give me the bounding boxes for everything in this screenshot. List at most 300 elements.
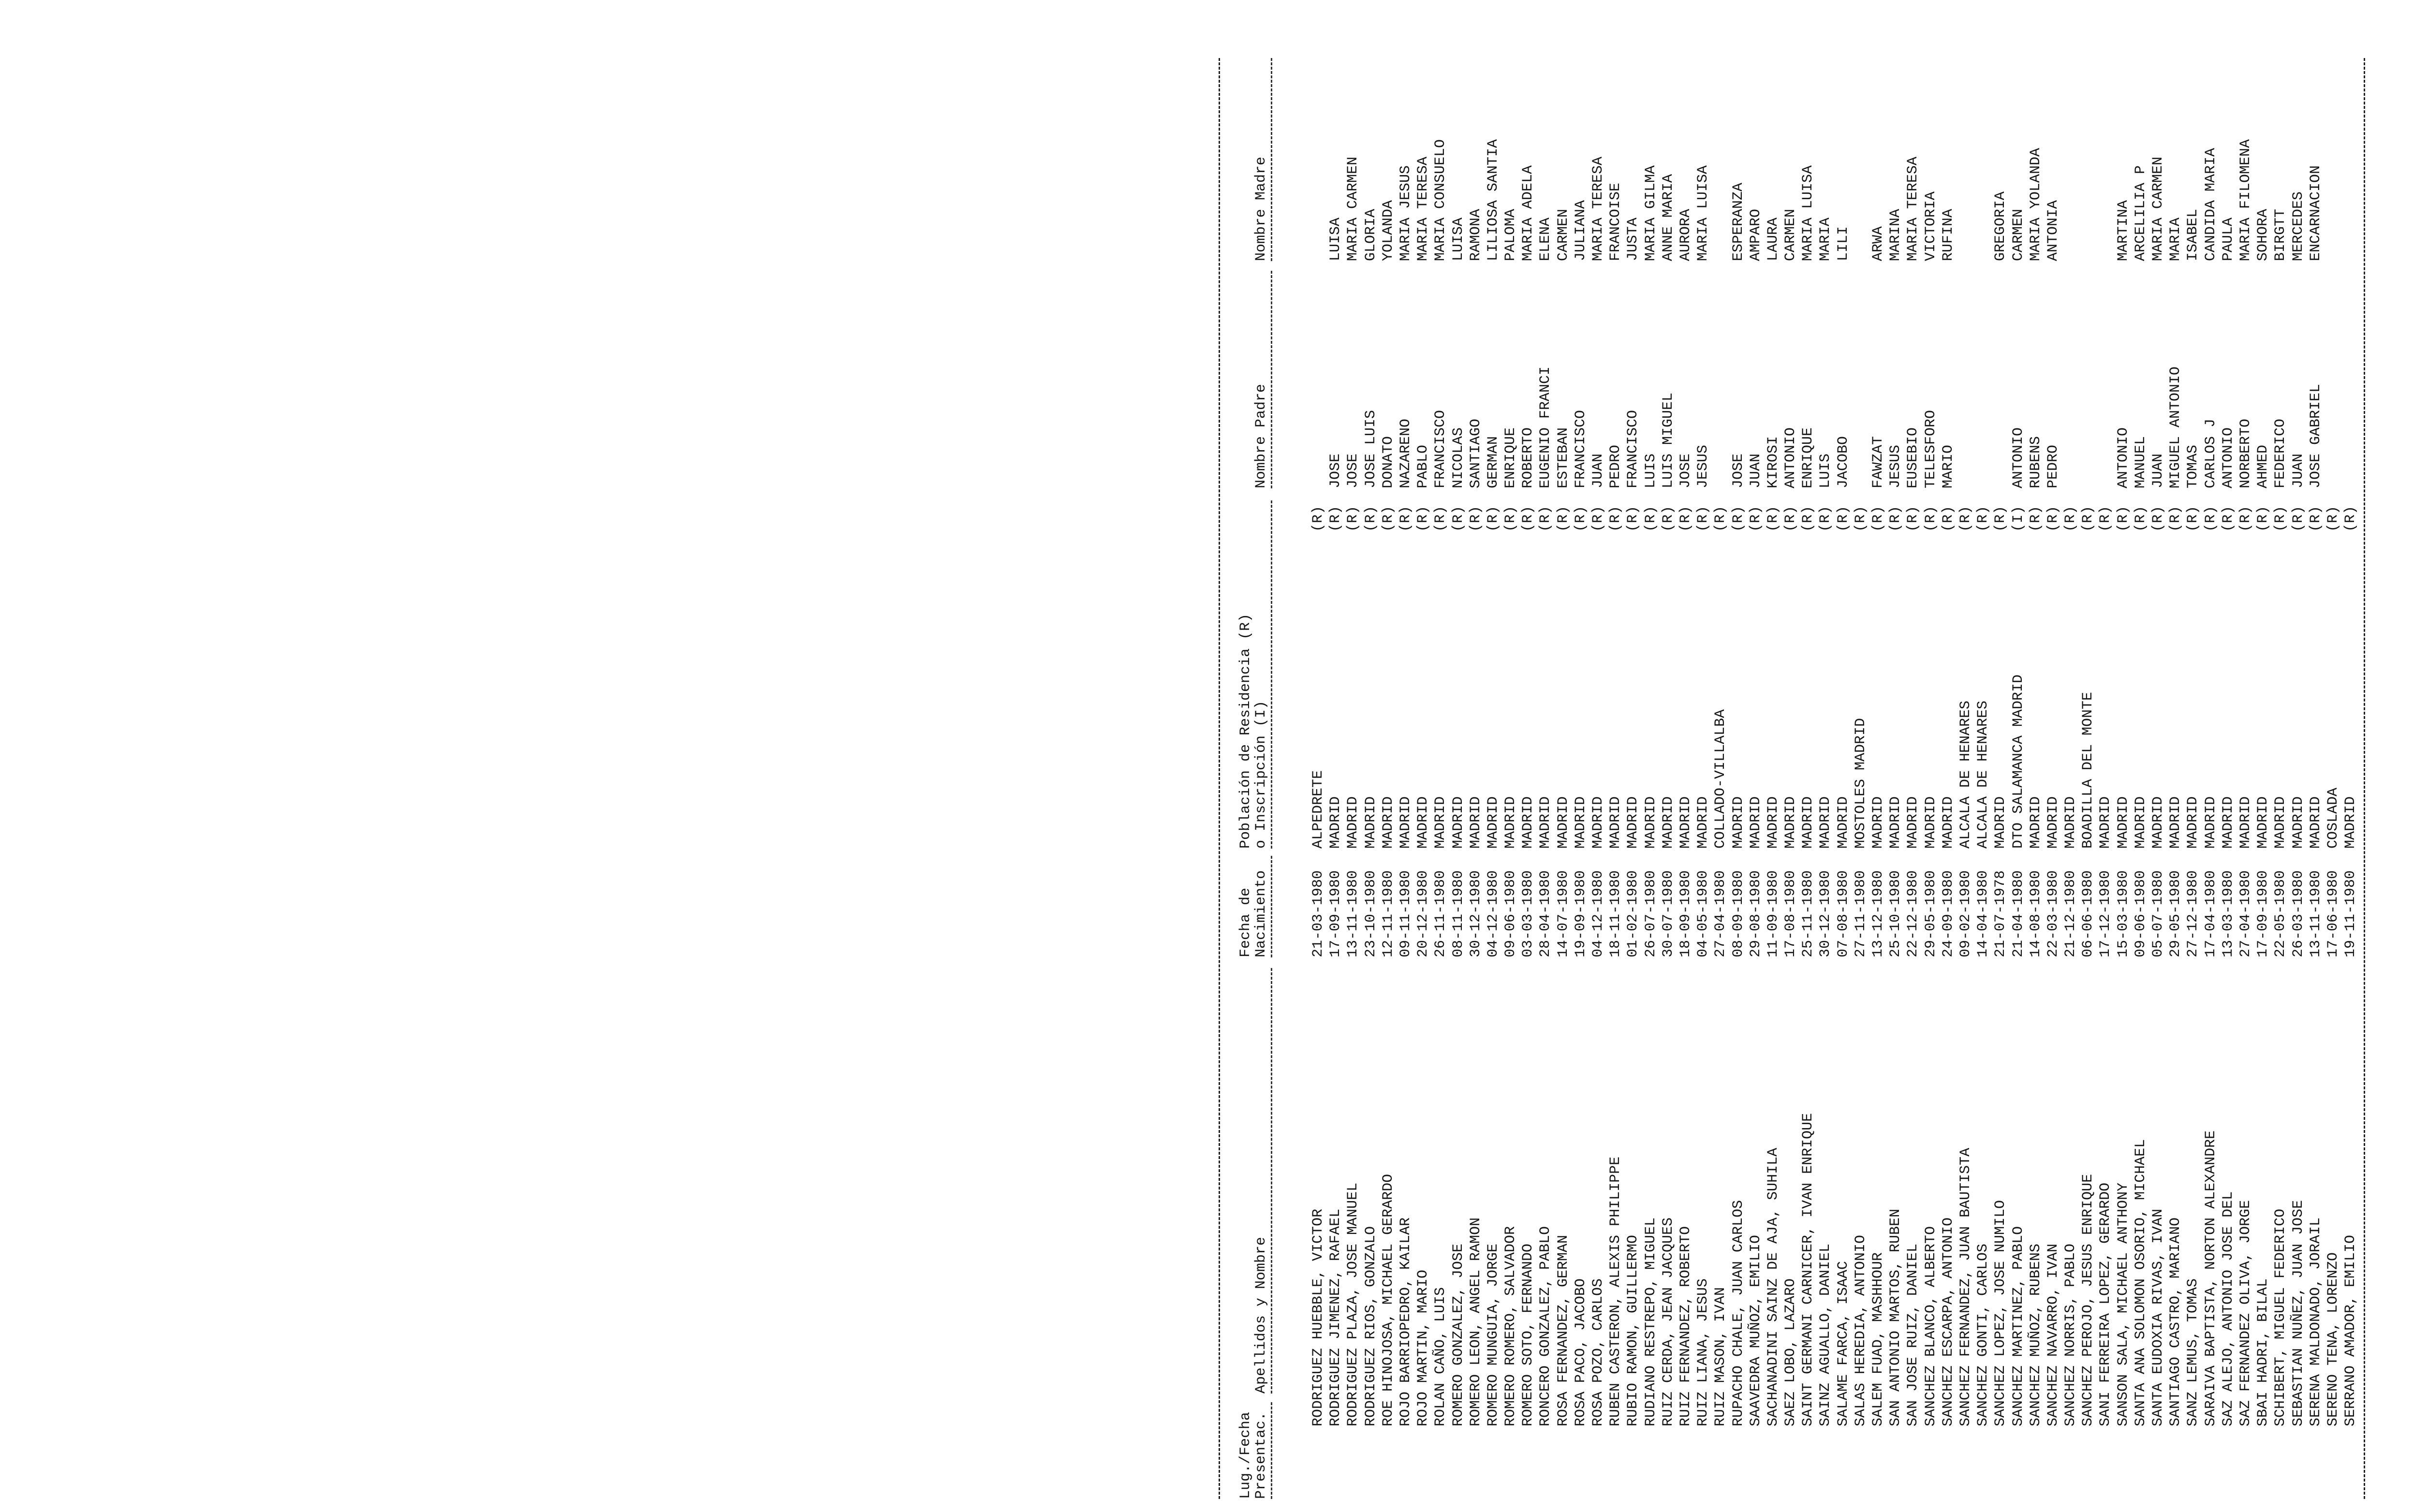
- mother-name: LAURA: [1765, 217, 1781, 261]
- father-name: ROBERTO: [1520, 427, 1537, 488]
- residence-type: (R): [2027, 505, 2044, 532]
- residence-place: MADRID: [1362, 796, 1379, 849]
- residence-place: COLLADO-VILLALBA: [1712, 709, 1729, 849]
- header-apellidos: Apellidos y Nombre: [1253, 1236, 1269, 1394]
- mother-name: ANNE MARIA: [1660, 174, 1677, 261]
- person-name: ROSA POZO, CARLOS: [1590, 1278, 1606, 1426]
- residence-type: (R): [1590, 505, 1606, 532]
- mother-name: CARMEN: [2010, 208, 2027, 261]
- residence-place: MADRID: [2307, 796, 2324, 849]
- residence-type: (R): [1310, 505, 1326, 532]
- residence-place: MADRID: [1782, 796, 1799, 849]
- residence-place: MADRID: [2167, 796, 2184, 849]
- father-name: KIROSI: [1765, 436, 1781, 488]
- residence-type: (R): [1625, 505, 1642, 532]
- mother-name: RUFINA: [1940, 208, 1957, 261]
- birth-date: 19-09-1980: [1572, 870, 1589, 957]
- person-name: SANCHEZ NORRIS, PABLO: [2062, 1243, 2079, 1426]
- mother-name: ESPERANZA: [1730, 182, 1747, 261]
- residence-type: (R): [2342, 505, 2359, 532]
- residence-place: MOSTOLES MADRID: [1852, 718, 1869, 849]
- birth-date: 17-09-1980: [1327, 870, 1344, 957]
- residence-place: MADRID: [1415, 796, 1432, 849]
- person-name: RODRIGUEZ HUEBBLE, VICTOR: [1310, 1208, 1326, 1426]
- residence-type: (R): [1572, 505, 1589, 532]
- residence-place: ALCALA DE HENARES: [1957, 700, 1974, 849]
- birth-date: 17-06-1980: [2325, 870, 2341, 957]
- residence-type: (R): [2097, 505, 2114, 532]
- header-fecha-1: Fecha de: [1237, 887, 1254, 957]
- father-name: TELESFORO: [1922, 410, 1939, 488]
- father-name: JUAN: [1747, 453, 1764, 488]
- birth-date: 08-09-1980: [1730, 870, 1747, 957]
- residence-type: (R): [1660, 505, 1677, 532]
- father-name: JOSE: [1730, 453, 1747, 488]
- father-name: JOSE GABRIEL: [2307, 383, 2324, 488]
- residence-place: MADRID: [1502, 796, 1519, 849]
- mother-name: MARIA CARMEN: [2150, 156, 2166, 261]
- header-underline-padre: [1271, 271, 1272, 488]
- father-name: JOSE LUIS: [1362, 410, 1379, 488]
- residence-place: MADRID: [1572, 796, 1589, 849]
- mother-name: PALOMA: [1502, 208, 1519, 261]
- birth-date: 27-11-1980: [1852, 870, 1869, 957]
- person-name: SAINT GERMANI CARNICER, IVAN ENRIQUE: [1800, 1113, 1817, 1426]
- father-name: LUIS: [1817, 453, 1834, 488]
- birth-date: 13-03-1980: [2220, 870, 2236, 957]
- mother-name: GREGORIA: [1992, 191, 2009, 261]
- birth-date: 28-04-1980: [1537, 870, 1554, 957]
- residence-place: MADRID: [2132, 796, 2149, 849]
- person-name: RUIZ CERDA, JEAN JACQUES: [1660, 1217, 1677, 1426]
- father-name: SANTIAGO: [1467, 418, 1484, 488]
- person-name: ROMERO MUNGUIA, JORGE: [1485, 1243, 1501, 1426]
- birth-date: 27-04-1980: [2237, 870, 2254, 957]
- residence-place: MADRID: [1835, 796, 1852, 849]
- father-name: MIGUEL ANTONIO: [2167, 366, 2184, 488]
- residence-type: (R): [1870, 505, 1886, 532]
- mother-name: MARIA JESUS: [1397, 165, 1414, 261]
- residence-place: MADRID: [1590, 796, 1606, 849]
- top-double-rule: [1219, 58, 1220, 1499]
- birth-date: 18-11-1980: [1607, 870, 1624, 957]
- residence-type: (R): [1957, 505, 1974, 532]
- father-name: PEDRO: [1607, 444, 1624, 488]
- residence-place: ALCALA DE HENARES: [1975, 700, 1992, 849]
- residence-place: MADRID: [2115, 796, 2132, 849]
- father-name: JOSE: [1677, 453, 1694, 488]
- person-name: SANI FERREIRA LOPEZ, GERARDO: [2097, 1182, 2114, 1426]
- residence-type: (R): [2220, 505, 2236, 532]
- mother-name: MARIA LUISA: [1800, 165, 1817, 261]
- birth-date: 17-09-1980: [2255, 870, 2272, 957]
- mother-name: AURORA: [1677, 208, 1694, 261]
- person-name: RONCERO GONZALEZ, PABLO: [1537, 1226, 1554, 1426]
- mother-name: MARIA FILOMENA: [2237, 139, 2254, 261]
- birth-date: 12-11-1980: [1380, 870, 1397, 957]
- rotated-registry-table: [1219, 19, 2413, 1499]
- birth-date: 13-12-1980: [1870, 870, 1886, 957]
- residence-type: (R): [2080, 505, 2097, 532]
- header-presentac: Presentac.: [1253, 1411, 1269, 1499]
- residence-place: MADRID: [1870, 796, 1886, 849]
- mother-name: VICTORIA: [1922, 191, 1939, 261]
- birth-date: 29-05-1980: [1922, 870, 1939, 957]
- header-underline-madre: [1271, 58, 1272, 261]
- mother-name: ISABEL: [2185, 208, 2202, 261]
- person-name: SANCHEZ GONTI, CARLOS: [1975, 1243, 1992, 1426]
- father-name: PABLO: [1415, 444, 1432, 488]
- residence-place: MADRID: [1642, 796, 1659, 849]
- mother-name: RAMONA: [1467, 208, 1484, 261]
- father-name: FRANCISCO: [1625, 410, 1642, 488]
- residence-type: (R): [2045, 505, 2061, 532]
- birth-date: 26-07-1980: [1642, 870, 1659, 957]
- person-name: ROJO BARRIOPEDRO, KAILAR: [1397, 1217, 1414, 1426]
- residence-place: MADRID: [1327, 796, 1344, 849]
- residence-place: MADRID: [1730, 796, 1747, 849]
- mother-name: MARIA GILMA: [1642, 165, 1659, 261]
- birth-date: 30-12-1980: [1467, 870, 1484, 957]
- father-name: JUAN: [1590, 453, 1606, 488]
- residence-place: MADRID: [1625, 796, 1642, 849]
- mother-name: MARIA TERESA: [1590, 156, 1606, 261]
- mother-name: CARMEN: [1782, 208, 1799, 261]
- residence-place: MADRID: [2150, 796, 2166, 849]
- person-name: SANCHEZ ESCARPA, ANTONIO: [1940, 1217, 1957, 1426]
- birth-date: 29-05-1980: [2167, 870, 2184, 957]
- person-name: SALEM FUAD, MASHHOUR: [1870, 1252, 1886, 1426]
- person-name: SANTIAGO CASTRO, MARIANO: [2167, 1217, 2184, 1426]
- header-madre: Nombre Madre: [1253, 156, 1269, 261]
- birth-date: 22-12-1980: [1905, 870, 1922, 957]
- person-name: RUBIO RAMON, GUILLERMO: [1625, 1234, 1642, 1426]
- residence-type: (R): [1380, 505, 1397, 532]
- mother-name: MARIA ADELA: [1520, 165, 1537, 261]
- mother-name: PAULA: [2220, 217, 2236, 261]
- person-name: SERRANO AMADOR, EMILIO: [2342, 1234, 2359, 1426]
- residence-place: MADRID: [2027, 796, 2044, 849]
- residence-type: (R): [2325, 505, 2341, 532]
- mother-name: YOLANDA: [1380, 200, 1397, 261]
- person-name: SAAVEDRA MUÑOZ, EMILIO: [1747, 1234, 1764, 1426]
- residence-place: MADRID: [2220, 796, 2236, 849]
- mother-name: MARINA: [1887, 208, 1904, 261]
- residence-place: MADRID: [1555, 796, 1572, 849]
- birth-date: 14-07-1980: [1555, 870, 1572, 957]
- residence-type: (R): [1450, 505, 1467, 532]
- residence-place: MADRID: [1765, 796, 1781, 849]
- residence-place: MADRID: [2237, 796, 2254, 849]
- person-name: RODRIGUEZ RIOS, GONZALO: [1362, 1226, 1379, 1426]
- mother-name: MARTINA: [2115, 200, 2132, 261]
- residence-place: MADRID: [1905, 796, 1922, 849]
- person-name: RODRIGUEZ PLAZA, JOSE MANUEL: [1345, 1182, 1362, 1426]
- residence-place: MADRID: [1747, 796, 1764, 849]
- residence-type: (R): [2255, 505, 2272, 532]
- father-name: JUAN: [2150, 453, 2166, 488]
- person-name: ROSA PACO, JACOBO: [1572, 1278, 1589, 1426]
- residence-type: (R): [1327, 505, 1344, 532]
- residence-type: (R): [2167, 505, 2184, 532]
- father-name: ENRIQUE: [1502, 427, 1519, 488]
- father-name: JOSE: [1327, 453, 1344, 488]
- person-name: ROMERO GONZALEZ, JOSE: [1450, 1243, 1467, 1426]
- header-padre: Nombre Padre: [1253, 383, 1269, 488]
- residence-type: (R): [1555, 505, 1572, 532]
- father-name: TOMAS: [2185, 444, 2202, 488]
- residence-type: (R): [1432, 505, 1449, 532]
- person-name: SALAME FARCA, ISAAC: [1835, 1261, 1852, 1426]
- mother-name: MARIA CARMEN: [1345, 156, 1362, 261]
- residence-place: MADRID: [1660, 796, 1677, 849]
- birth-date: 22-05-1980: [2272, 870, 2289, 957]
- father-name: LUIS: [1642, 453, 1659, 488]
- father-name: ENRIQUE: [1800, 427, 1817, 488]
- header-underline-poblacion: [1271, 500, 1272, 849]
- residence-place: MADRID: [1677, 796, 1694, 849]
- residence-type: (R): [2185, 505, 2202, 532]
- residence-type: (R): [1415, 505, 1432, 532]
- header-poblacion-2: o Inscripción (I): [1253, 700, 1269, 849]
- person-name: SBAI HADRI, BILAL: [2255, 1278, 2272, 1426]
- mother-name: ELENA: [1537, 217, 1554, 261]
- person-name: SARAIVA BAPTISTA, NORTON ALEXANDRE: [2202, 1130, 2219, 1426]
- person-name: SANCHEZ MARTINEZ, PABLO: [2010, 1226, 2027, 1426]
- person-name: ROJO MARTIN, MARIO: [1415, 1269, 1432, 1426]
- birth-date: 15-03-1980: [2115, 870, 2132, 957]
- father-name: AHMED: [2255, 444, 2272, 488]
- mother-name: MARIA LUISA: [1695, 165, 1712, 261]
- residence-type: (R): [1642, 505, 1659, 532]
- residence-place: MADRID: [1520, 796, 1537, 849]
- father-name: LUIS MIGUEL: [1660, 392, 1677, 488]
- mother-name: GLORIA: [1362, 208, 1379, 261]
- father-name: NAZARENO: [1397, 418, 1414, 488]
- person-name: SALAS HEREDIA, ANTONIO: [1852, 1234, 1869, 1426]
- residence-place: COSLADA: [2325, 787, 2341, 849]
- person-name: SANCHEZ BLANCO, ALBERTO: [1922, 1226, 1939, 1426]
- mother-name: CANDIDA MARIA: [2202, 147, 2219, 261]
- col-header-fecha: [1238, 870, 1269, 957]
- residence-type: (R): [1677, 505, 1694, 532]
- person-name: SANCHEZ LOPEZ, JOSE NUMILO: [1992, 1200, 2009, 1426]
- father-name: RUBENS: [2027, 436, 2044, 488]
- header-lug-fecha: Lug./Fecha: [1237, 1411, 1254, 1499]
- father-name: EUGENIO FRANCI: [1537, 366, 1554, 488]
- mother-name: ARWA: [1870, 226, 1886, 261]
- person-name: RUIZ FERNANDEZ, ROBERTO: [1677, 1226, 1694, 1426]
- person-name: RUPACHO CHALE, JUAN CARLOS: [1730, 1200, 1747, 1426]
- person-name: SAEZ LOBO, LAZARO: [1782, 1278, 1799, 1426]
- person-name: SAN ANTONIO MARTOS, RUBEN: [1887, 1208, 1904, 1426]
- residence-place: MADRID: [2097, 796, 2114, 849]
- person-name: SAN JOSE RUIZ, DANIEL: [1905, 1243, 1922, 1426]
- person-name: SANCHEZ MUÑOZ, RUBENS: [2027, 1243, 2044, 1426]
- birth-date: 19-11-1980: [2342, 870, 2359, 957]
- mother-name: LILIOSA SANTIA: [1485, 139, 1501, 261]
- father-name: MANUEL: [2132, 436, 2149, 488]
- birth-date: 27-12-1980: [2185, 870, 2202, 957]
- birth-date: 04-05-1980: [1695, 870, 1712, 957]
- person-name: ROMERO SOTO, FERNANDO: [1520, 1243, 1537, 1426]
- birth-date: 06-06-1980: [2080, 870, 2097, 957]
- residence-type: (R): [1940, 505, 1957, 532]
- birth-date: 01-02-1980: [1625, 870, 1642, 957]
- birth-date: 24-09-1980: [1940, 870, 1957, 957]
- residence-type: (R): [2290, 505, 2307, 532]
- father-name: GERMAN: [1485, 436, 1501, 488]
- mother-name: AMPARO: [1747, 208, 1764, 261]
- mother-name: BIRGTT: [2272, 208, 2289, 261]
- birth-date: 07-08-1980: [1835, 870, 1852, 957]
- person-name: ROMERO ROMERO, SALVADOR: [1502, 1226, 1519, 1426]
- residence-place: MADRID: [2202, 796, 2219, 849]
- father-name: FAWZAT: [1870, 436, 1886, 488]
- person-name: ROLAN CAÑO, LUIS: [1432, 1287, 1449, 1426]
- residence-type: (R): [2115, 505, 2132, 532]
- father-name: ANTONIO: [2220, 427, 2236, 488]
- birth-date: 21-12-1980: [2062, 870, 2079, 957]
- mother-name: FRANCOISE: [1607, 182, 1624, 261]
- residence-place: MADRID: [1467, 796, 1484, 849]
- person-name: SANCHEZ PEROJO, JESUS ENRIQUE: [2080, 1174, 2097, 1426]
- residence-place: MADRID: [1432, 796, 1449, 849]
- mother-name: LUISA: [1450, 217, 1467, 261]
- mother-name: JUSTA: [1625, 217, 1642, 261]
- birth-date: 18-09-1980: [1677, 870, 1694, 957]
- person-name: SCHIBERT, MIGUEL FEDERICO: [2272, 1208, 2289, 1426]
- residence-type: (R): [1467, 505, 1484, 532]
- residence-type: (R): [1397, 505, 1414, 532]
- residence-type: (R): [1485, 505, 1501, 532]
- residence-type: (R): [1992, 505, 2009, 532]
- person-name: ROE HINOJOSA, MICHAEL GERARDO: [1380, 1174, 1397, 1426]
- birth-date: 29-08-1980: [1747, 870, 1764, 957]
- father-name: NORBERTO: [2237, 418, 2254, 488]
- residence-place: MADRID: [1380, 796, 1397, 849]
- mother-name: MARIA: [2167, 217, 2184, 261]
- residence-type: (R): [2272, 505, 2289, 532]
- birth-date: 14-04-1980: [1975, 870, 1992, 957]
- residence-type: (R): [1765, 505, 1781, 532]
- mother-name: ENCARNACION: [2307, 165, 2324, 261]
- residence-place: MADRID: [2272, 796, 2289, 849]
- residence-place: MADRID: [2062, 796, 2079, 849]
- col-header-lug-fecha: [1238, 1412, 1269, 1499]
- birth-date: 26-03-1980: [2290, 870, 2307, 957]
- birth-date: 21-04-1980: [2010, 870, 2027, 957]
- birth-date: 26-11-1980: [1432, 870, 1449, 957]
- residence-place: MADRID: [1397, 796, 1414, 849]
- residence-type: (R): [1817, 505, 1834, 532]
- residence-place: MADRID: [1992, 796, 2009, 849]
- person-name: RUIZ MASON, IVAN: [1712, 1287, 1729, 1426]
- birth-date: 11-09-1980: [1765, 870, 1781, 957]
- residence-type: (R): [2062, 505, 2079, 532]
- residence-type: (R): [1887, 505, 1904, 532]
- birth-date: 03-03-1980: [1520, 870, 1537, 957]
- residence-type: (R): [1695, 505, 1712, 532]
- father-name: MARIO: [1940, 444, 1957, 488]
- residence-type: (R): [1362, 505, 1379, 532]
- person-name: SAINZ AGUALLO, DANIEL: [1817, 1243, 1834, 1426]
- person-name: SEBASTIAN NUÑEZ, JUAN JOSE: [2290, 1200, 2307, 1426]
- residence-type: (R): [1852, 505, 1869, 532]
- residence-place: MADRID: [1940, 796, 1957, 849]
- birth-date: 23-10-1980: [1362, 870, 1379, 957]
- father-name: EUSEBIO: [1905, 427, 1922, 488]
- residence-type: (R): [1747, 505, 1764, 532]
- residence-place: MADRID: [1450, 796, 1467, 849]
- residence-place: MADRID: [1922, 796, 1939, 849]
- father-name: FEDERICO: [2272, 418, 2289, 488]
- birth-date: 20-12-1980: [1415, 870, 1432, 957]
- mother-name: MARIA TERESA: [1905, 156, 1922, 261]
- residence-type: (R): [2132, 505, 2149, 532]
- mother-name: SOHORA: [2255, 208, 2272, 261]
- mother-name: CARMEN: [1555, 208, 1572, 261]
- birth-date: 09-02-1980: [1957, 870, 1974, 957]
- birth-date: 17-04-1980: [2202, 870, 2219, 957]
- person-name: SANCHEZ NAVARRO, IVAN: [2045, 1243, 2061, 1426]
- birth-date: 13-11-1980: [1345, 870, 1362, 957]
- mother-name: MARIA CONSUELO: [1432, 139, 1449, 261]
- mother-name: LUISA: [1327, 217, 1344, 261]
- person-name: SERENA MALDONADO, JORAIL: [2307, 1217, 2324, 1426]
- residence-place: MADRID: [2045, 796, 2061, 849]
- residence-type: (R): [2307, 505, 2324, 532]
- residence-place: BOADILLA DEL MONTE: [2080, 691, 2097, 849]
- residence-place: MADRID: [2185, 796, 2202, 849]
- header-underline-apellidos: [1271, 968, 1272, 1394]
- residence-place: MADRID: [1817, 796, 1834, 849]
- residence-type: (R): [1730, 505, 1747, 532]
- father-name: ANTONIO: [2010, 427, 2027, 488]
- residence-type: (R): [2237, 505, 2254, 532]
- residence-place: MADRID: [1485, 796, 1501, 849]
- residence-place: MADRID: [1695, 796, 1712, 849]
- residence-place: DTO SALAMANCA MADRID: [2010, 674, 2027, 849]
- person-name: RUDIANO RESTREPO, MIGUEL: [1642, 1217, 1659, 1426]
- mother-name: ARCELILIA P: [2132, 165, 2149, 261]
- residence-type: (R): [2150, 505, 2166, 532]
- person-name: SANCHEZ FERNANDEZ, JUAN BAUTISTA: [1957, 1147, 1974, 1426]
- birth-date: 09-06-1980: [1502, 870, 1519, 957]
- birth-date: 08-11-1980: [1450, 870, 1467, 957]
- residence-type: (R): [1800, 505, 1817, 532]
- residence-type: (R): [1502, 505, 1519, 532]
- birth-date: 22-03-1980: [2045, 870, 2061, 957]
- father-name: ANTONIO: [2115, 427, 2132, 488]
- person-name: RUIZ LIANA, JESUS: [1695, 1278, 1712, 1426]
- residence-place: MADRID: [2290, 796, 2307, 849]
- residence-type: (R): [1712, 505, 1729, 532]
- mother-name: MARIA: [1817, 217, 1834, 261]
- father-name: FRANCISCO: [1572, 410, 1589, 488]
- birth-date: 04-12-1980: [1590, 870, 1606, 957]
- residence-place: MADRID: [2255, 796, 2272, 849]
- birth-date: 25-11-1980: [1800, 870, 1817, 957]
- person-name: RODRIGUEZ JIMENEZ, RAFAEL: [1327, 1208, 1344, 1426]
- person-name: SANZ LEMUS, TOMAS: [2185, 1278, 2202, 1426]
- father-name: JUAN: [2290, 453, 2307, 488]
- person-name: SAZ ALEJO, ANTONIO JOSE DEL: [2220, 1191, 2236, 1426]
- mother-name: MARIA TERESA: [1415, 156, 1432, 261]
- mother-name: MERCEDES: [2290, 191, 2307, 261]
- father-name: JOSE: [1345, 453, 1362, 488]
- birth-date: 21-07-1978: [1992, 870, 2009, 957]
